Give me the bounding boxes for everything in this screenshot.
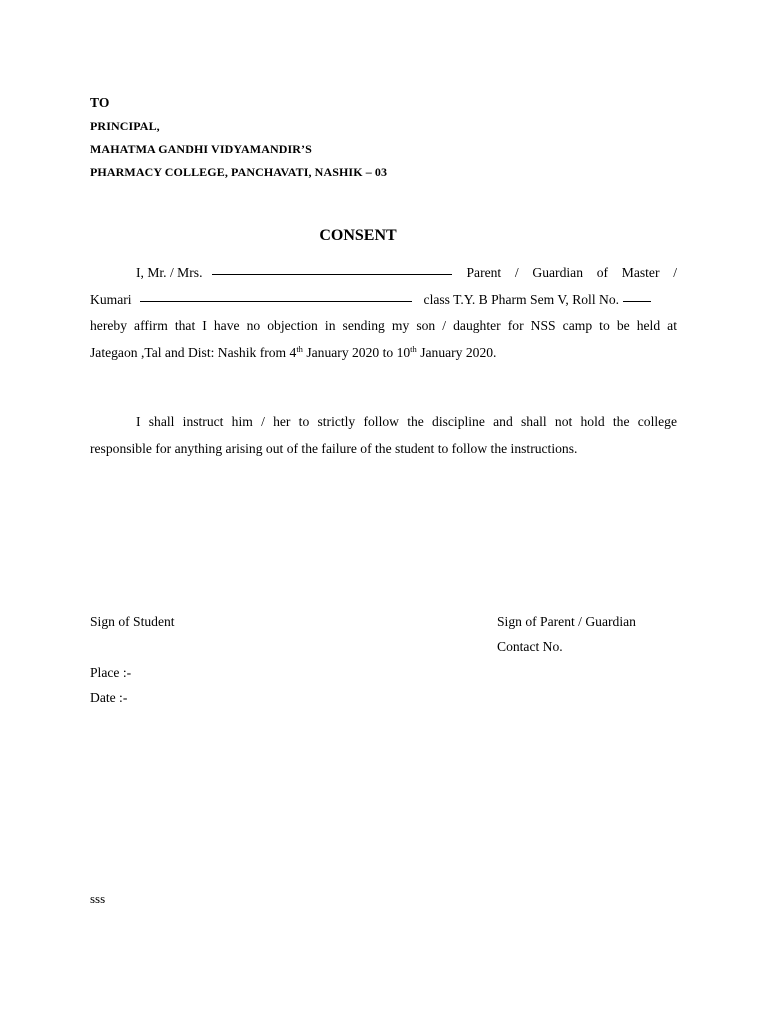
child-name-label: Kumari — [90, 291, 132, 307]
footer-text: sss — [90, 891, 106, 906]
contact-number-label: Contact No. — [497, 639, 563, 654]
guardian-of-label: Parent / Guardian of Master / — [466, 265, 677, 280]
consent-line-1 — [90, 260, 677, 287]
instruction-paragraph — [90, 409, 677, 462]
instruction-line-1: I shall instruct him / her to strictly follow the discipline and shall not hold the college — [136, 414, 677, 429]
consent-line-4 — [90, 340, 677, 367]
student-signature-label: Sign of Student — [90, 614, 175, 629]
date-label: Date :- — [90, 690, 128, 705]
recipient-to: TO — [90, 95, 110, 110]
instruction-line-2: responsible for anything arising out of the failure of the student to follow the instructions. — [90, 440, 578, 456]
child-name-blank — [140, 287, 412, 302]
class-roll-label: class T.Y. B Pharm Sem V, Roll No. — [423, 291, 620, 307]
recipient-line-college-address: PHARMACY COLLEGE, PANCHAVATI, NASHIK – 03 — [90, 165, 388, 179]
document-title: CONSENT — [319, 227, 397, 244]
parent-signature-label: Sign of Parent / Guardian — [497, 614, 636, 629]
place-label: Place :- — [90, 665, 132, 680]
consent-line-3: hereby affirm that I have no objection in sending my son / daughter for NSS camp to be held at — [90, 318, 677, 333]
recipient-line-institution: MAHATMA GANDHI VIDYAMANDIR’S — [90, 142, 312, 156]
recipient-line-principal: PRINCIPAL, — [90, 119, 160, 133]
roll-number-blank — [623, 287, 651, 302]
parent-name-label: I, Mr. / Mrs. — [136, 265, 203, 280]
camp-dates-text: Jategaon ,Tal and Dist: Nashik from 4th January 2020 to 10th January 2020. — [90, 343, 497, 360]
consent-paragraph — [90, 260, 677, 366]
parent-name-blank — [212, 260, 452, 275]
consent-line-2 — [90, 287, 677, 314]
